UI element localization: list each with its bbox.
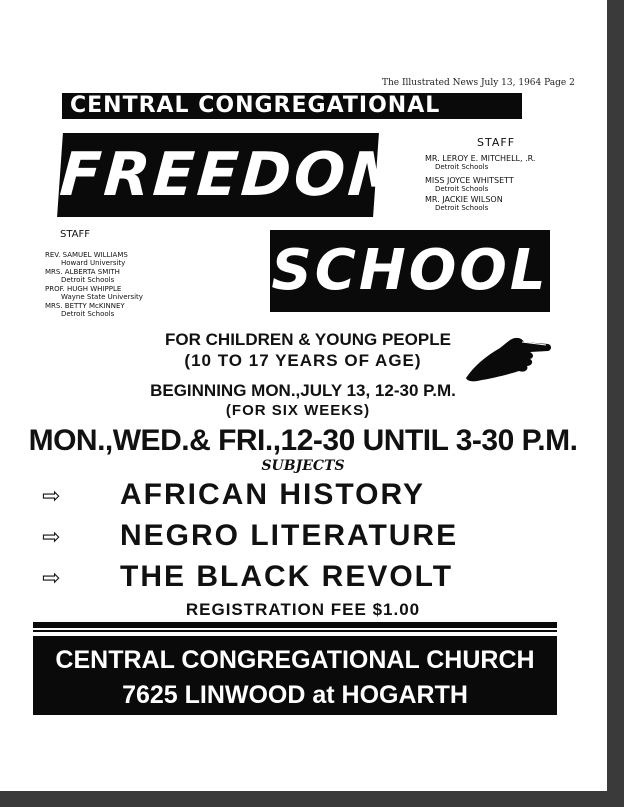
audience-line: FOR CHILDREN & YOUNG PEOPLE xyxy=(165,330,451,349)
staff-affiliation: Detroit Schools xyxy=(61,276,115,284)
start-date-line: BEGINNING MON.,JULY 13, 12-30 P.M. xyxy=(150,381,456,400)
staff-affiliation: Wayne State University xyxy=(61,293,143,301)
age-range-line: (10 TO 17 YEARS OF AGE) xyxy=(184,351,422,370)
arrow-right-icon: ⇨ xyxy=(42,484,61,509)
staff-affiliation: Detroit Schools xyxy=(61,310,115,318)
registration-fee: REGISTRATION FEE $1.00 xyxy=(185,600,421,619)
staff-left-member xyxy=(45,268,120,284)
staff-left-member xyxy=(45,251,128,267)
subject-negro-literature: NEGRO LITERATURE xyxy=(120,519,459,552)
banner-school: SCHOOL xyxy=(270,230,550,312)
subject-black-revolt: THE BLACK REVOLT xyxy=(120,560,454,593)
church-banner xyxy=(33,636,557,715)
staff-name: MRS. ALBERTA SMITH xyxy=(45,268,120,276)
arrow-right-icon: ⇨ xyxy=(42,525,61,550)
church-name: CENTRAL CONGREGATIONAL CHURCH xyxy=(55,646,535,674)
pointing-hand-icon xyxy=(464,326,554,382)
staff-affiliation: Detroit Schools xyxy=(435,204,489,212)
staff-name: MR. JACKIE WILSON xyxy=(425,195,503,204)
subjects-label: SUBJECTS xyxy=(261,458,345,474)
staff-name: MISS JOYCE WHITSETT xyxy=(425,176,514,185)
staff-name: MR. LEROY E. MITCHELL, .R. xyxy=(425,154,536,163)
arrow-right-icon: ⇨ xyxy=(42,566,61,591)
newspaper-header: The Illustrated News July 13, 1964 Page 2 xyxy=(382,78,575,88)
viewer-frame-right xyxy=(607,0,624,807)
staff-left-member xyxy=(45,285,143,301)
divider-rule xyxy=(33,622,557,628)
staff-right-heading: STAFF xyxy=(477,136,516,149)
viewer-frame-bottom xyxy=(0,791,624,807)
staff-name: MRS. BETTY McKINNEY xyxy=(45,302,125,310)
staff-affiliation: Detroit Schools xyxy=(435,185,489,193)
staff-left-heading: STAFF xyxy=(60,229,91,240)
staff-right-member xyxy=(425,176,514,194)
subject-african-history: AFRICAN HISTORY xyxy=(120,478,426,511)
banner-central-congregational: CENTRAL CONGREGATIONAL xyxy=(62,93,522,119)
church-address: 7625 LINWOOD at HOGARTH xyxy=(122,681,468,709)
divider-rule xyxy=(33,630,557,632)
staff-right-member xyxy=(425,195,503,213)
staff-affiliation: Howard University xyxy=(61,259,126,267)
staff-right-member xyxy=(425,154,535,172)
staff-left-member xyxy=(45,302,125,318)
duration-line: (FOR SIX WEEKS) xyxy=(225,402,371,419)
banner-freedom: FREEDOM xyxy=(57,133,379,217)
staff-name: PROF. HUGH WHIPPLE xyxy=(45,285,122,293)
schedule-line: MON.,WED.& FRI.,12-30 UNTIL 3-30 P.M. xyxy=(28,424,578,457)
staff-affiliation: Detroit Schools xyxy=(435,163,489,171)
staff-name: REV. SAMUEL WILLIAMS xyxy=(45,251,128,259)
